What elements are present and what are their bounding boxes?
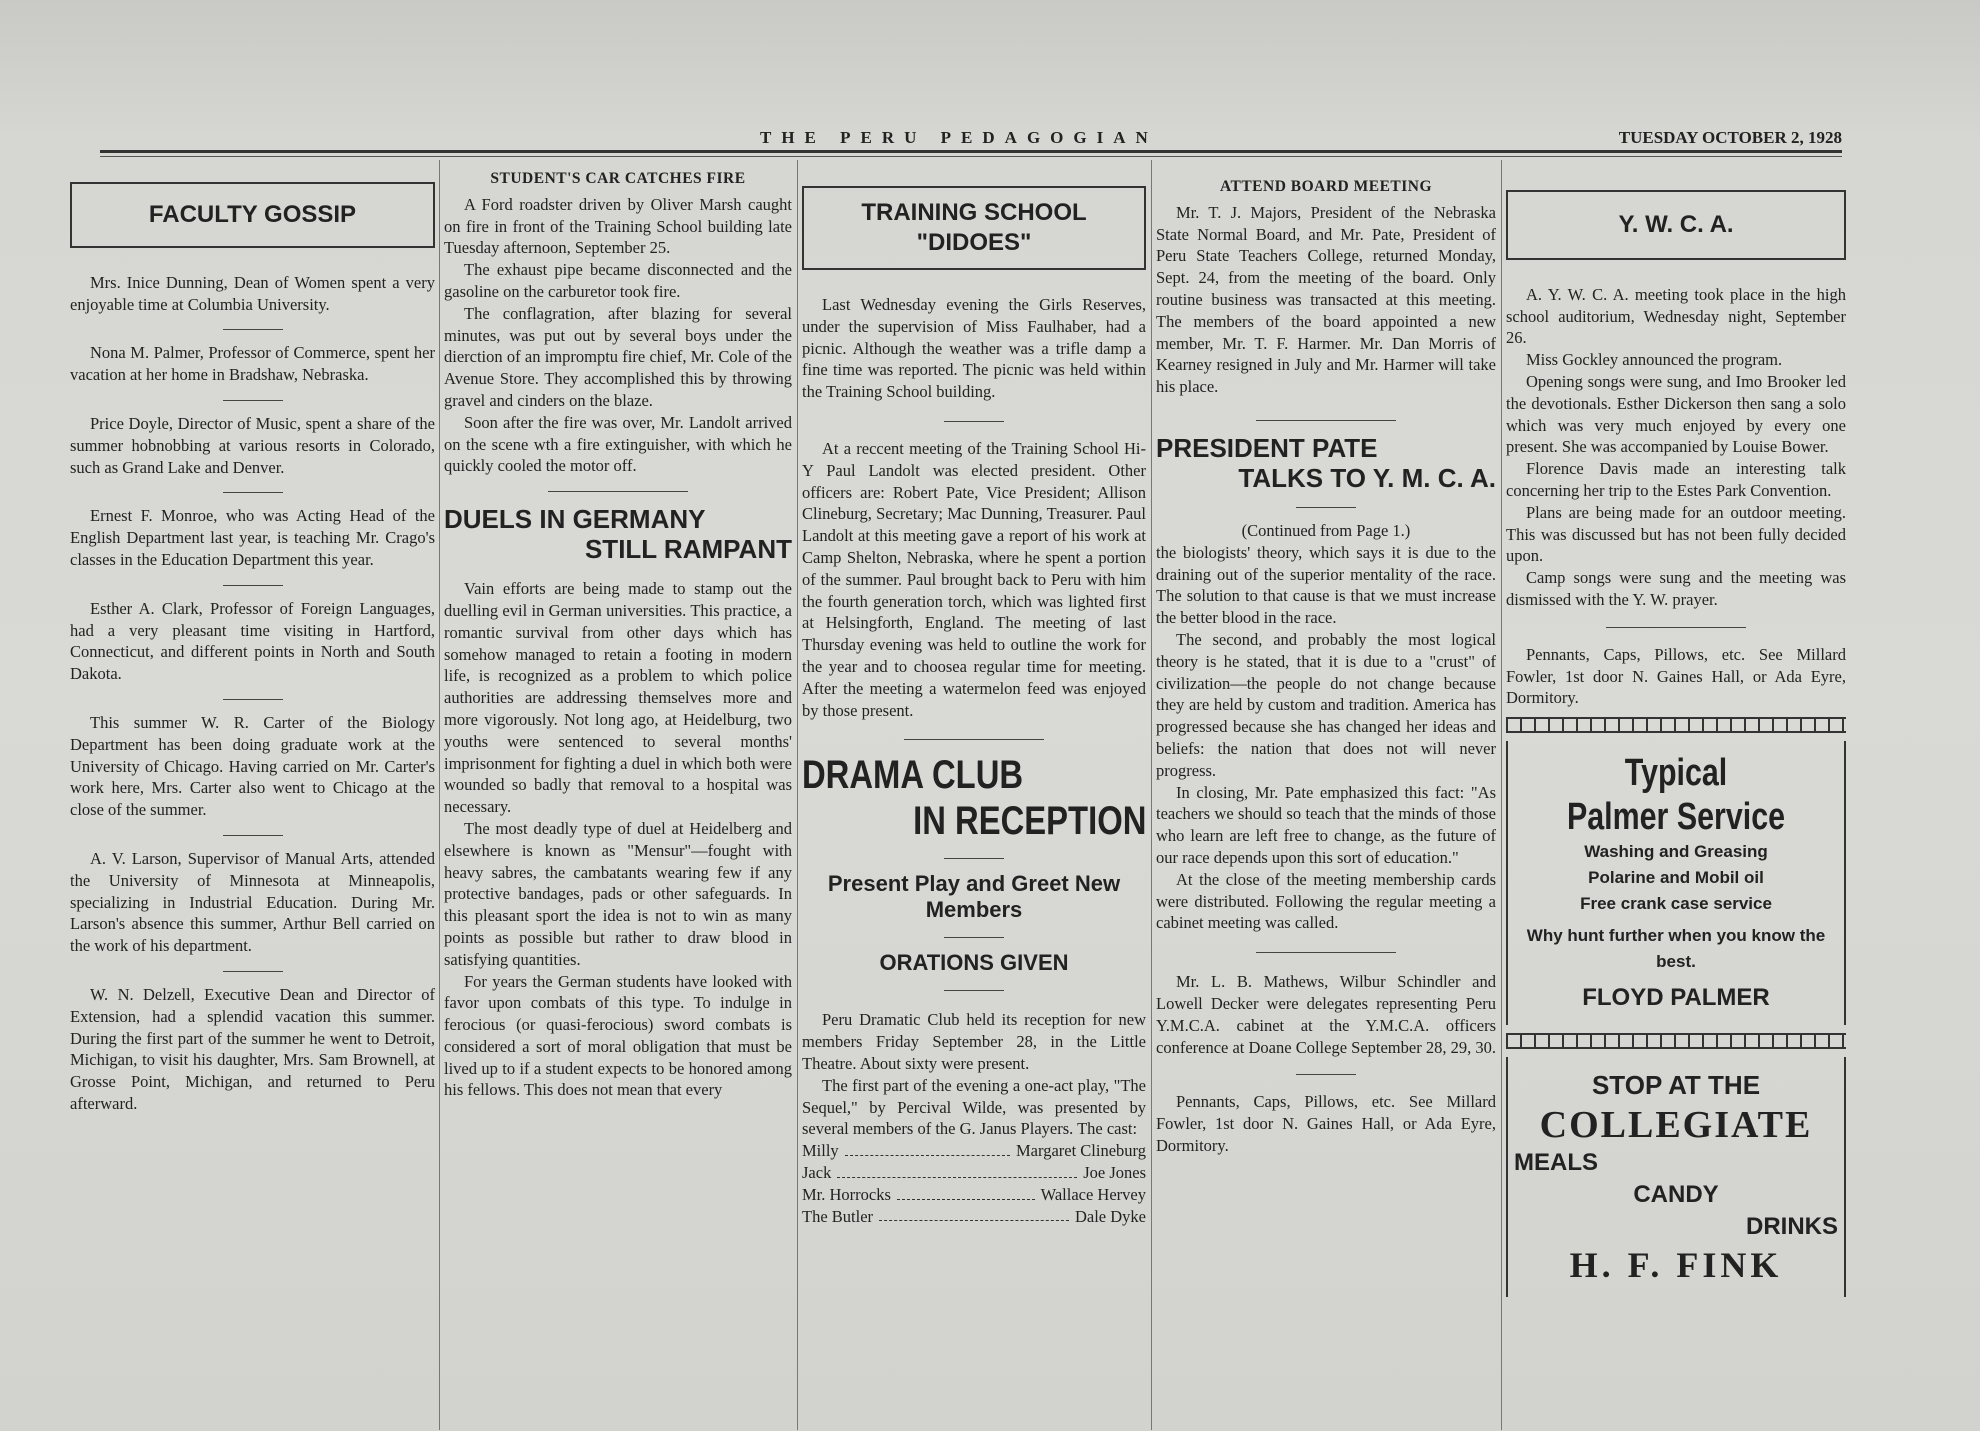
column-ywca-ads [1506, 168, 1846, 1430]
column-training-school-drama [802, 168, 1146, 1430]
duels-headline-line1: DUELS IN GERMANY [444, 504, 706, 535]
ad-border [1506, 717, 1846, 733]
separator [223, 585, 283, 586]
separator [1296, 507, 1356, 508]
cast-actor: Joe Jones [1083, 1162, 1146, 1182]
separator [1606, 627, 1746, 628]
separator [223, 699, 283, 700]
article-paragraph: Ernest F. Monroe, who was Acting Head of the English Department last year, is teaching Mr. Crago's classes in the Education Department this year. [70, 506, 435, 569]
article-paragraph: A. Y. W. C. A. meeting took place in the high school auditorium, Wednesday night, September 26. [1506, 284, 1846, 348]
separator [1256, 952, 1396, 953]
masthead-rule-thin [100, 156, 1842, 157]
ad-business-name: FLOYD PALMER [1582, 984, 1770, 1012]
drama-club-headline-line1: DRAMA CLUB [802, 753, 1024, 798]
article-paragraph: Soon after the fire was over, Mr. Landolt arrived on the scene wth a fire extinguisher, with which he quickly cooled the motor off. [444, 412, 792, 476]
ad-title-line1: Typical [1624, 752, 1728, 795]
column-divider [797, 160, 798, 1430]
article-paragraph: The first part of the evening a one-act play, "The Sequel," by Percival Wilde, was presented by several members of the G. Janus Players. The cast: [802, 1075, 1146, 1139]
ad-collegiate-line: COLLEGIATE [1539, 1104, 1813, 1147]
president-pate-headline-line2: TALKS TO Y. M. C. A. [1238, 462, 1496, 493]
article-paragraph: Nona M. Palmer, Professor of Commerce, spent her vacation at her home in Bradshaw, Nebraska. [70, 343, 435, 385]
separator [1296, 1074, 1356, 1075]
collegiate-ad [1506, 1057, 1846, 1297]
ad-candy: CANDY [1633, 1181, 1719, 1209]
duels-headline [444, 504, 792, 564]
article-paragraph: The conflagration, after blazing for several minutes, was put out by several boys under the dierction of an impromptu fire chief, Mr. Cole of the Avenue Store. They accomplished this by throwing gravel and cinders on the blaze. [444, 303, 792, 410]
training-school-heading-line2: "DIDOES" [916, 229, 1032, 256]
car-fire-headline: STUDENT'S CAR CATCHES FIRE [490, 170, 746, 187]
article-paragraph: The second, and probably the most logical theory is he stated, that it is due to a "crust" of civilization—the people do not change because they are held by custom and tradition. America has progressed because she has changed her ideas and beliefs: the nation that does not will never progress. [1156, 629, 1496, 780]
cast-role: Milly [802, 1141, 839, 1161]
drama-club-headline [802, 752, 1146, 844]
separator [944, 421, 1004, 422]
article-paragraph: Florence Davis made an interesting talk concerning her trip to the Estes Park Convention. [1506, 459, 1846, 500]
training-school-heading [802, 186, 1146, 270]
president-pate-headline-line1: PRESIDENT PATE [1156, 432, 1378, 463]
orations-subhead: ORATIONS GIVEN [879, 950, 1069, 976]
separator [223, 492, 283, 493]
separator [944, 858, 1004, 859]
cast-row [802, 1206, 1146, 1228]
article-paragraph: Esther A. Clark, Professor of Foreign Languages, had a very pleasant time visiting in Hartford, Connecticut, and different points in North and South Dakota. [70, 598, 435, 684]
column-faculty-gossip [70, 168, 435, 1430]
drama-club-headline-line2: IN RECEPTION [913, 799, 1146, 844]
article-paragraph: At a reccent meeting of the Training School Hi-Y Paul Landolt was elected president. Other officers are: Robert Pate, Vice President; Allison Clineburg, Secretary; Mac Dunning, Treasurer. Paul Landolt at this meeting gave a report of his work at Camp Shelton, Nebraska, where he spent a portion of the summer. Paul brought back to Peru with him the fourth generation torch, which was lighted first at Helsingforth, England. The meeting of last Thursday evening was held to outline the work for the year and to choosea regular time for meeting. After the meeting a watermelon feed was enjoyed by those present. [802, 438, 1146, 720]
column-divider [1151, 160, 1152, 1430]
separator [223, 835, 283, 836]
article-paragraph: Miss Gockley announced the program. [1526, 350, 1783, 370]
ad-line: Polarine and Mobil oil [1588, 868, 1764, 888]
ad-border [1506, 1033, 1846, 1049]
article-paragraph: Last Wednesday evening the Girls Reserves, under the supervision of Miss Faulhaber, had a picnic. Although the weather was a trifle damp a fine time was reported. The picnic was held within the Training School building. [802, 295, 1146, 402]
masthead-rule [100, 150, 1842, 153]
separator [548, 491, 688, 492]
article-paragraph: Mr. T. J. Majors, President of the Nebraska State Normal Board, and Mr. Pate, President of Peru State Teachers College, returned Monday, Sept. 24, from the meeting of the board. Only routine business was transacted at this meeting. The members of the board appointed a new member, Mr. T. F. Harmer. Mr. Dan Morris of Kearney resigned in July and Mr. Harmer will take his place. [1156, 202, 1496, 397]
cast-row [802, 1140, 1146, 1162]
article-paragraph: In closing, Mr. Pate emphasized this fact: "As teachers we should so teach that the minds of those who learn are left free to change, as the future of our race depends upon this sort of education." [1156, 782, 1496, 867]
ad-stop-line: STOP AT THE [1591, 1070, 1761, 1101]
ad-meals: MEALS [1514, 1149, 1598, 1177]
cast-actor: Wallace Hervey [1040, 1184, 1146, 1204]
ad-drinks: DRINKS [1745, 1213, 1838, 1241]
cast-role: Jack [802, 1162, 832, 1182]
separator [223, 329, 283, 330]
ad-line: Washing and Greasing [1584, 842, 1768, 862]
palmer-service-ad [1506, 741, 1846, 1025]
president-pate-headline [1156, 433, 1496, 493]
training-school-heading-line1: TRAINING SCHOOL [861, 199, 1087, 226]
cast-row [802, 1162, 1146, 1184]
article-paragraph: Opening songs were sung, and Imo Brooker led the devotionals. Esther Dickerson then sang a solo which was very much enjoyed by every one present. She was accompanied by Louise Bower. [1506, 371, 1846, 457]
article-paragraph: This summer W. R. Carter of the Biology Department has been doing graduate work at the University of Chicago. Having carried on Mr. Carter's work here, Mrs. Carter also went to Chicago at the close of the summer. [70, 712, 435, 820]
column-car-fire-duels [444, 168, 792, 1430]
separator [223, 971, 283, 972]
column-divider [439, 160, 440, 1430]
article-paragraph: A. V. Larson, Supervisor of Manual Arts, attended the University of Minnesota at Minneapolis, specializing in Industrial Education. During Mr. Larson's absence this summer, Arthur Bell carried on the work of his department. [70, 848, 435, 956]
article-paragraph: The exhaust pipe became disconnected and the gasoline on the carburetor took fire. [444, 260, 792, 301]
masthead [100, 124, 1842, 150]
cast-actor: Margaret Clineburg [1016, 1141, 1146, 1161]
faculty-gossip-heading: FACULTY GOSSIP [70, 182, 435, 248]
ad-title-line2: Palmer Service [1566, 796, 1786, 839]
separator [944, 937, 1004, 938]
article-paragraph: Pennants, Caps, Pillows, etc. See Millard Fowler, 1st door N. Gaines Hall, or Ada Eyre, Dormitory. [1506, 644, 1846, 708]
column-board-meeting [1156, 168, 1496, 1430]
ad-line: Why hunt further when you know the best. [1526, 926, 1826, 972]
article-paragraph: For years the German students have looked with favor upon combats of this type. To indulge in ferocious (or quasi-ferocious) sword combats is considered a sort of moral obligation that must be lived up to if a student expects to be honored among his fellows. This does not mean that every [444, 971, 792, 1100]
article-paragraph: A Ford roadster driven by Oliver Marsh caught on fire in front of the Training School building late Tuesday afternoon, September 25. [444, 194, 792, 258]
separator [904, 739, 1044, 740]
ad-line: Free crank case service [1580, 894, 1772, 914]
article-paragraph: Peru Dramatic Club held its reception for new members Friday September 28, in the Little Theatre. About sixty were present. [802, 1010, 1146, 1073]
article-paragraph: The most deadly type of duel at Heidelberg and elsewhere is known as "Mensur"—fought with heavy sabres, the cambatants wearing few if any protective bandages, pads or other safeguards. In this pleasant sport the idea is not to win as many points as possible but rather to draw blood in satisfying quantities. [444, 818, 792, 969]
issue-date: TUESDAY OCTOBER 2, 1928 [1618, 128, 1842, 147]
separator [223, 400, 283, 401]
ywca-heading: Y. W. C. A. [1506, 190, 1846, 260]
article-paragraph: the biologists' theory, which says it is due to the draining out of the superior mentality of the race. The solution to that cause is that we must increase the better blood in the race. [1156, 542, 1496, 628]
article-paragraph: Mrs. Inice Dunning, Dean of Women spent a very enjoyable time at Columbia University. [70, 272, 435, 314]
article-paragraph: Mr. L. B. Mathews, Wilbur Schindler and Lowell Decker were delegates representing Peru Y.M.C.A. cabinet at the Y.M.C.A. officers conference at Doane College September 28, 29, 30. [1156, 972, 1496, 1057]
cast-actor: Dale Dyke [1074, 1206, 1146, 1226]
separator [1256, 420, 1396, 421]
newspaper-title: THE PERU PEDAGOGIAN [760, 128, 1158, 147]
article-paragraph: At the close of the meeting membership cards were distributed. Following the regular meeting a cabinet meeting was called. [1156, 869, 1496, 933]
article-paragraph: Vain efforts are being made to stamp out the duelling evil in German universities. This practice, a romantic survival from other days which has somehow managed to retain a footing in modern life, is recognized as a problem to which police authorities are addressing themselves more and more vigorously. Not long ago, at Heidelburg, two youths were sentenced to several months' imprisonment for fighting a duel in which both were wounded so badly that removal to a hospital was necessary. [444, 579, 792, 817]
article-paragraph: Camp songs were sung and the meeting was dismissed with the Y. W. prayer. [1506, 568, 1846, 609]
article-paragraph: W. N. Delzell, Executive Dean and Director of Extension, had a splendid vacation this summer. During the first part of the summer he went to Detroit, Michigan, to visit his daughter, Mrs. Sam Brownell, at Grosse Point, Michigan, and returned to Peru afterward. [70, 984, 435, 1113]
article-paragraph: Pennants, Caps, Pillows, etc. See Millard Fowler, 1st door N. Gaines Hall, or Ada Eyre, Dormitory. [1156, 1092, 1496, 1155]
cast-role: Mr. Horrocks [802, 1184, 891, 1204]
cast-row [802, 1184, 1146, 1206]
duels-headline-line2: STILL RAMPANT [584, 534, 792, 565]
continued-note: (Continued from Page 1.) [1241, 520, 1411, 540]
drama-club-subhead: Present Play and Greet New Members [827, 871, 1121, 923]
separator [944, 990, 1004, 991]
board-meeting-headline: ATTEND BOARD MEETING [1219, 178, 1433, 195]
ad-business-name: H. F. FINK [1569, 1245, 1783, 1286]
article-paragraph: Plans are being made for an outdoor meeting. This was discussed but has not been fully decided upon. [1506, 502, 1846, 566]
column-divider [1501, 160, 1502, 1430]
cast-role: The Butler [802, 1206, 874, 1226]
article-paragraph: Price Doyle, Director of Music, spent a share of the summer hobnobbing at various resorts in Colorado, such as Grand Lake and Denver. [70, 413, 435, 477]
